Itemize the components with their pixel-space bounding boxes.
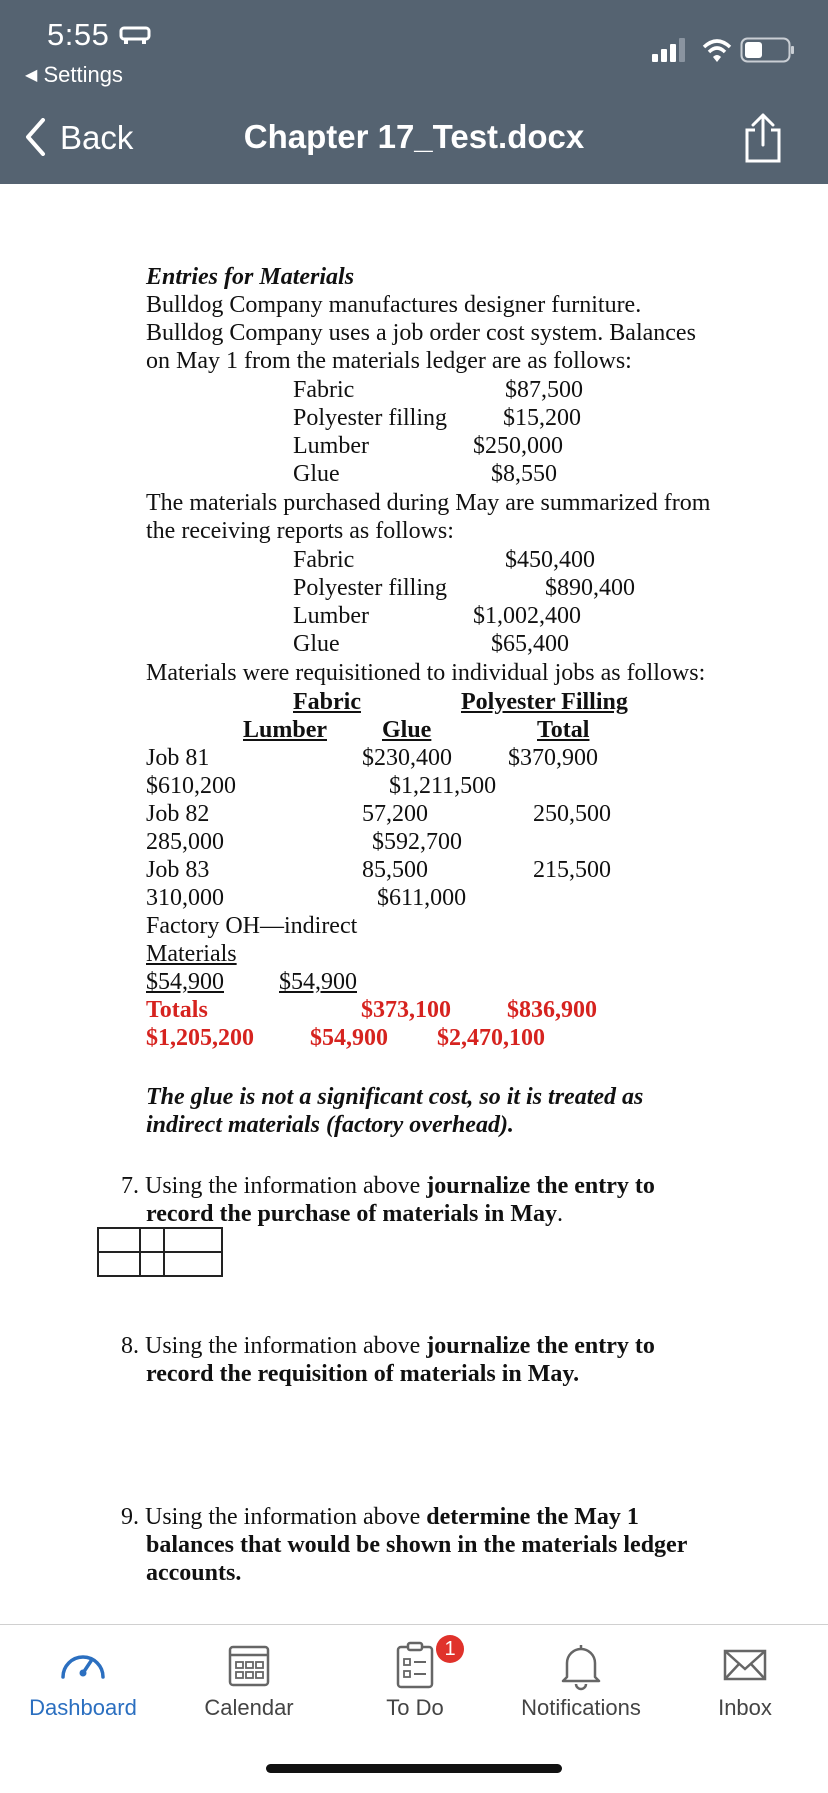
document-title: Chapter 17_Test.docx (243, 118, 585, 155)
job-value: 310,000 (146, 885, 224, 911)
purchase-amount: $450,400 (505, 547, 595, 573)
header-fabric: Fabric (293, 689, 361, 715)
purchased-intro: the receiving reports as follows: (146, 518, 454, 544)
balance-amount: $15,200 (503, 405, 581, 431)
factory-oh-amount: $54,900 (146, 969, 224, 995)
balance-amount: $87,500 (505, 377, 583, 403)
carplay-icon (119, 24, 151, 46)
back-button[interactable]: Back (24, 118, 133, 157)
tab-todo[interactable] (332, 1625, 498, 1745)
question-7: 7. Using the information above journalize the entry to (121, 1173, 655, 1199)
tab-notifications[interactable] (498, 1625, 664, 1745)
total-value: $1,205,200 (146, 1025, 254, 1051)
app-header (0, 0, 828, 184)
glue-note: indirect materials (factory overhead). (146, 1112, 514, 1138)
dashboard-icon (57, 1639, 109, 1691)
document-body (0, 184, 828, 1624)
triangle-left-icon: ◀ (25, 67, 38, 84)
question-9-cont: balances that would be shown in the materials ledger (146, 1532, 688, 1558)
job-value: 285,000 (146, 829, 224, 855)
section-heading: Entries for Materials (146, 264, 355, 290)
calendar-icon (223, 1639, 275, 1691)
glue-note: The glue is not a significant cost, so it is treated as (146, 1084, 644, 1110)
balance-item: Lumber (293, 433, 369, 459)
intro-line: Bulldog Company manufactures designer furniture. (146, 292, 642, 318)
balance-amount: $250,000 (473, 433, 563, 459)
inbox-icon (719, 1639, 771, 1691)
job-value: 57,200 (362, 801, 428, 827)
purchase-item: Fabric (293, 547, 355, 573)
tab-label: Dashboard (29, 1695, 137, 1720)
question-8-cont: record the requisition of materials in May. (146, 1361, 580, 1387)
intro-line: Bulldog Company uses a job order cost system. Balances (146, 320, 696, 346)
tab-dashboard[interactable] (0, 1625, 166, 1745)
tab-label: Calendar (204, 1695, 294, 1720)
purchase-item: Lumber (293, 603, 369, 629)
tab-label: Notifications (521, 1695, 641, 1720)
totals-label: Totals (146, 997, 208, 1023)
header-polyester: Polyester Filling (461, 689, 628, 715)
purchase-item: Polyester filling (293, 575, 447, 601)
share-icon[interactable] (742, 112, 784, 164)
total-value: $836,900 (507, 997, 597, 1023)
question-9-cont: accounts. (146, 1560, 242, 1586)
job-label: Job 82 (146, 801, 210, 827)
tab-label: Inbox (718, 1695, 772, 1720)
job-value: $610,200 (146, 773, 236, 799)
job-value: $370,900 (508, 745, 598, 771)
todo-icon (389, 1639, 441, 1691)
purchased-intro: The materials purchased during May are summarized from (146, 490, 711, 516)
job-label: Job 81 (146, 745, 210, 771)
todo-badge: 1 (436, 1635, 464, 1663)
job-value: $230,400 (362, 745, 452, 771)
factory-oh-amount: $54,900 (279, 969, 357, 995)
job-value: 215,500 (533, 857, 611, 883)
bell-icon (555, 1639, 607, 1691)
answer-table[interactable] (97, 1227, 223, 1277)
purchase-item: Glue (293, 631, 340, 657)
factory-oh-label: Materials (146, 941, 237, 967)
balance-amount: $8,550 (491, 461, 557, 487)
header-glue: Glue (382, 717, 432, 743)
job-value: $592,700 (372, 829, 462, 855)
question-9: 9. Using the information above determine the May 1 (121, 1504, 639, 1530)
factory-oh-label: Factory OH—indirect (146, 913, 358, 939)
home-indicator[interactable] (266, 1764, 562, 1773)
question-8: 8. Using the information above journalize the entry to (121, 1333, 655, 1359)
tab-calendar[interactable] (166, 1625, 332, 1745)
tab-inbox[interactable] (662, 1625, 828, 1745)
purchase-amount: $65,400 (491, 631, 569, 657)
purchase-amount: $890,400 (545, 575, 635, 601)
job-label: Job 83 (146, 857, 210, 883)
purchase-amount: $1,002,400 (473, 603, 581, 629)
requisition-intro: Materials were requisitioned to individual jobs as follows: (146, 660, 706, 686)
tab-label: To Do (386, 1695, 444, 1720)
balance-item: Fabric (293, 377, 355, 403)
total-value: $2,470,100 (437, 1025, 545, 1051)
battery-icon (740, 37, 796, 63)
back-to-settings[interactable]: ◀ Settings (25, 62, 123, 87)
job-value: 250,500 (533, 801, 611, 827)
header-total: Total (537, 717, 590, 743)
job-value: $611,000 (377, 885, 467, 911)
total-value: $373,100 (361, 997, 451, 1023)
total-value: $54,900 (310, 1025, 388, 1051)
job-value: 85,500 (362, 857, 428, 883)
signal-icon (652, 38, 690, 62)
question-7-cont: record the purchase of materials in May. (146, 1201, 564, 1227)
intro-line: on May 1 from the materials ledger are as follows: (146, 348, 632, 374)
balance-item: Glue (293, 461, 340, 487)
status-time: 5:55 (47, 17, 110, 52)
balance-item: Polyester filling (293, 405, 447, 431)
header-lumber: Lumber (243, 717, 327, 743)
job-value: $1,211,500 (389, 773, 497, 799)
wifi-icon (702, 38, 732, 62)
